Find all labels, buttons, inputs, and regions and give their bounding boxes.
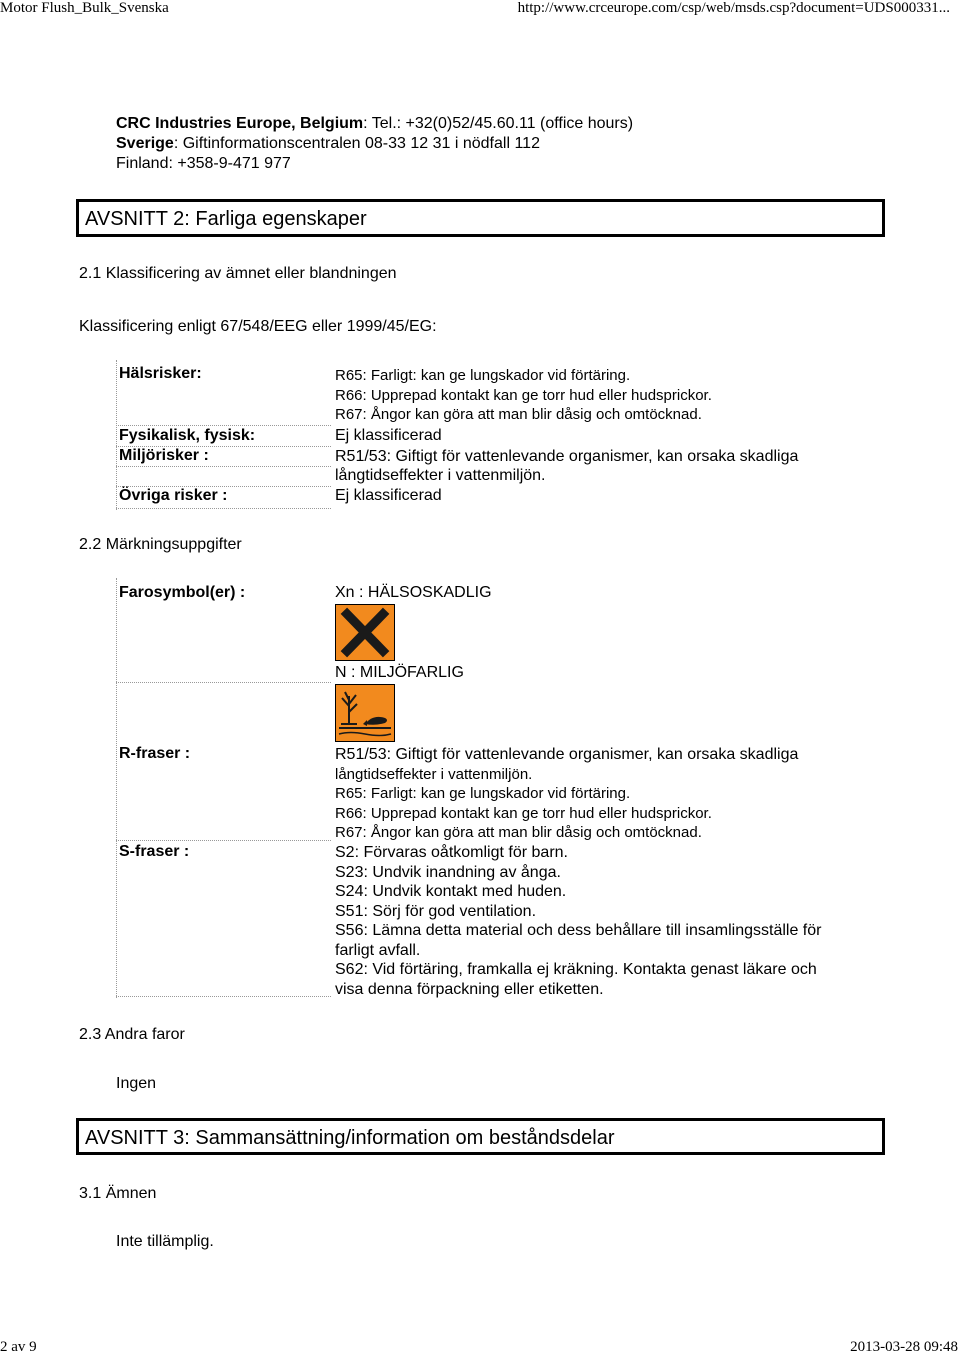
risk-phrase: R66: Upprepad kontakt kan ge torr hud eller hudsprickor. <box>335 386 712 404</box>
s-phrase: farligt avfall. <box>335 941 421 959</box>
table-divider <box>116 996 331 997</box>
r-fraser-list <box>335 745 798 843</box>
subsection-2-2-title: 2.2 Märkningsuppgifter <box>79 536 242 553</box>
table-divider <box>116 840 331 841</box>
symbol-xn-label: Xn : HÄLSOSKADLIG <box>335 584 492 601</box>
footer-timestamp: 2013-03-28 09:48 <box>850 1339 958 1355</box>
farosymbol-label: Farosymbol(er) : <box>119 584 246 601</box>
miljorisker-label: Miljörisker : <box>119 447 209 464</box>
amnen-value: Inte tillämplig. <box>116 1233 214 1250</box>
table-divider <box>116 425 331 426</box>
ovriga-risker-label: Övriga risker : <box>119 487 228 504</box>
table-border <box>116 578 117 998</box>
subsection-2-1-title: 2.1 Klassificering av ämnet eller blandningen <box>79 265 397 282</box>
fysikalisk-label: Fysikalisk, fysisk: <box>119 427 256 444</box>
contact-finland: Finland: +358-9-471 977 <box>116 155 291 172</box>
subsection-3-1-title: 3.1 Ämnen <box>79 1185 157 1202</box>
halsrisker-values <box>335 366 712 425</box>
section-3-header <box>76 1118 885 1155</box>
s-phrase: S2: Förvaras oåtkomligt för barn. <box>335 844 568 861</box>
r-fraser-label: R-fraser : <box>119 745 191 762</box>
s-phrase: S24: Undvik kontakt med huden. <box>335 883 567 900</box>
risk-phrase: R51/53: Giftigt för vattenlevande organismer, kan orsaka skadliga <box>335 448 799 465</box>
table-divider <box>116 508 331 509</box>
header-document-title: Motor Flush_Bulk_Svenska <box>0 0 169 16</box>
risk-phrase: R65: Farligt: kan ge lungskador vid förtäring. <box>335 367 631 384</box>
r-phrase: R51/53: Giftigt för vattenlevande organismer, kan orsaka skadliga <box>335 746 799 763</box>
header-url[interactable]: http://www.crceurope.com/csp/web/msds.csp?document=UDS000331... <box>517 0 950 16</box>
s-fraser-label: S-fraser : <box>119 843 190 860</box>
risk-phrase: långtidseffekter i vattenmiljön. <box>335 466 546 484</box>
r-phrase: R65: Farligt: kan ge lungskador vid förtäring. <box>335 785 631 802</box>
s-phrase: S56: Lämna detta material och dess behållare till insamlingsställe för <box>335 922 822 939</box>
table-border <box>116 360 117 510</box>
classification-heading: Klassificering enligt 67/548/EEG eller 1999/45/EG: <box>79 318 437 335</box>
s-phrase: visa denna förpackning eller etiketten. <box>335 980 604 998</box>
contact-crc: CRC Industries Europe, Belgium: Tel.: +32(0)52/45.60.11 (office hours) <box>116 115 634 132</box>
subsection-2-3-title: 2.3 Andra faror <box>79 1026 185 1043</box>
environment-hazard-icon <box>335 684 395 742</box>
risk-phrase: R67: Ångor kan göra att man blir dåsig och omtöcknad. <box>335 406 702 423</box>
r-phrase: R66: Upprepad kontakt kan ge torr hud eller hudsprickor. <box>335 804 712 822</box>
s-fraser-list <box>335 843 821 999</box>
table-divider <box>116 682 331 683</box>
section-3-title: AVSNITT 3: Sammansättning/information om beståndsdelar <box>85 1127 615 1149</box>
section-2-title: AVSNITT 2: Farliga egenskaper <box>85 208 367 230</box>
section-2-header <box>76 199 885 237</box>
miljorisker-value <box>335 447 798 485</box>
halsrisker-label: Hälsrisker: <box>119 365 202 382</box>
s-phrase: S62: Vid förtäring, framkalla ej kräkning. Kontakta genast läkare och <box>335 961 817 978</box>
r-phrase: R67: Ångor kan göra att man blir dåsig och omtöcknad. <box>335 824 702 841</box>
symbol-n-label: N : MILJÖFARLIG <box>335 664 464 681</box>
andra-faror-value: Ingen <box>116 1075 157 1092</box>
ovriga-risker-value: Ej klassificerad <box>335 487 442 504</box>
s-phrase: S23: Undvik inandning av ånga. <box>335 863 561 881</box>
harmful-x-icon <box>335 604 395 661</box>
r-phrase: långtidseffekter i vattenmiljön. <box>335 765 533 783</box>
contact-sverige: Sverige: Giftinformationscentralen 08-33 12 31 i nödfall 112 <box>116 135 540 152</box>
footer-page-number: 2 av 9 <box>0 1339 37 1355</box>
table-divider <box>116 466 331 467</box>
fysikalisk-value: Ej klassificerad <box>335 427 442 444</box>
s-phrase: S51: Sörj för god ventilation. <box>335 902 537 920</box>
